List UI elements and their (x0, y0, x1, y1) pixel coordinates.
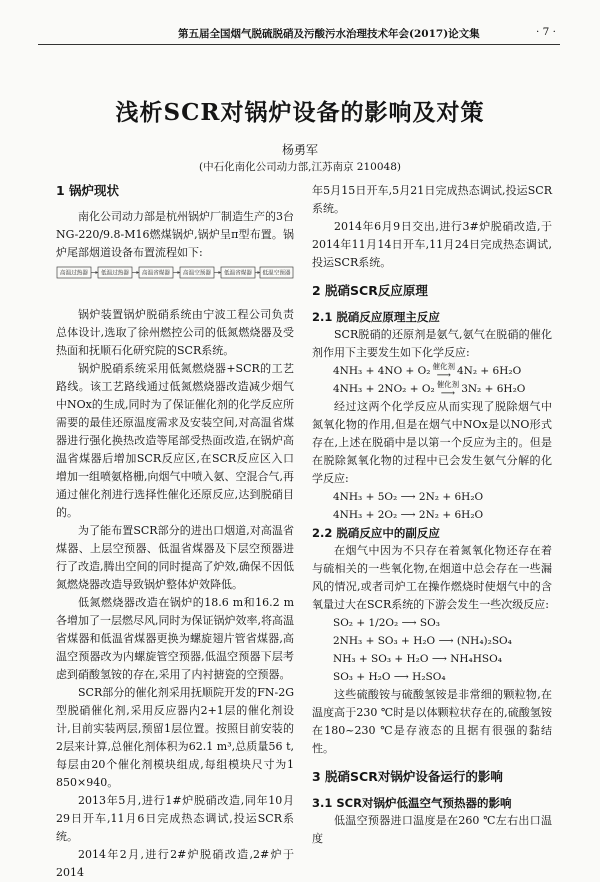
equation-2-right: 3N₂ + 6H₂O (461, 383, 526, 395)
equation-1 (312, 362, 552, 380)
equation-8: SO₃ + H₂O ⟶ H₂SO₄ (333, 671, 446, 683)
equation-1-left: 4NH₃ + 4NO + O₂ (333, 365, 431, 377)
arrow-icon: ⟶ (436, 369, 451, 381)
catalyst-label: 催化剂 (432, 361, 455, 371)
equation-5: SO₂ + 1/2O₂ ⟶ SO₃ (333, 617, 440, 629)
equation-2-left: 4NH₃ + 2NO₂ + O₂ (333, 383, 435, 395)
equation-1-right: 4N₂ + 6H₂O (456, 365, 522, 377)
section-1-para-6: SCR部分的催化剂采用抚顺院开发的FN-2G型脱硝催化剂,采用反应器内2+1层的催化剂设计,目前实装两层,预留1层位置。按照目前安装的2层来计算,总催化剂体积为62.1 m³,总质量56 t,每层由20个催化剂模块组成,每组模块尺寸为1 850×940。 (56, 686, 294, 789)
section-2-2-heading: 2.2 脱硝反应中的副反应 (312, 526, 440, 540)
flow-box-label: 低温空预器 (262, 270, 291, 277)
section-1-para-3: 锅炉脱硝系统采用低氮燃烧器+SCR的工艺路线。该工艺路线通过低氮燃烧器改造减少烟气中NOx的生成,同时为了保证催化剂的化学反应所需要的最佳还原温度需求及安装空间,对高温省煤器进行强化换热改造等尾部受热面改造,在锅炉高温省煤器后增加SCR反应区,在SCR反应区入口增加一组喷氨格栅,向烟气中喷入氨、空混合气,再通过催化剂进行选择性催化还原反应,达到脱硝目的。 (56, 362, 294, 519)
section-1-heading: 1 锅炉现状 (56, 183, 120, 198)
section-1-para-8: 2014年2月,进行2#炉脱硝改造,2#炉于2014 (56, 848, 294, 879)
flow-box-label: 高温省煤器 (142, 270, 170, 277)
reaction-arrow (437, 381, 460, 398)
equation-2 (312, 380, 552, 398)
flow-box-label: 高温空预器 (183, 270, 211, 277)
section-2-heading: 2 脱硝SCR反应原理 (312, 283, 428, 298)
section-2-2-para: 在烟气中因为不只存在着氮氧化物还存在着与硫相关的一些氧化物,在烟道中总会存在一些漏风的情况,或者司炉工在操作燃烧时使烟气中的含氧量过大在SCR系统的下游会发生一些次级反应: (312, 544, 552, 611)
right-cont-2: 2014年6月9日交出,进行3#炉脱硝改造,于2014年11月14日开车,11月24日完成热态调试,投运SCR系统。 (312, 220, 552, 269)
equation-7: NH₃ + SO₃ + H₂O ⟶ NH₄HSO₄ (333, 653, 502, 665)
equation-6: 2NH₃ + SO₃ + H₂O ⟶ (NH₄)₂SO₄ (333, 635, 512, 647)
section-2-1-heading: 2.1 脱硝反应原理主反应 (312, 310, 440, 324)
section-1-para-7: 2013年5月,进行1#炉脱硝改造,同年10月29日开车,11月6日完成热态调试,投运SCR系统。 (56, 794, 294, 843)
right-cont-1: 年5月15日开车,5月21日完成热态调试,投运SCR系统。 (312, 184, 552, 215)
paper-author: 杨勇军 (281, 143, 318, 157)
section-3-heading: 3 脱硝SCR对锅炉设备运行的影响 (312, 769, 503, 784)
left-column (56, 182, 294, 882)
flow-box-label: 低温省煤器 (224, 270, 252, 277)
paper-affiliation: (中石化南化公司动力部,江苏南京 210048) (199, 161, 401, 173)
catalyst-label: 催化剂 (436, 379, 460, 389)
running-header (38, 24, 560, 45)
section-2-1-para-2: 经过这两个化学反应从而实现了脱除烟气中氮氧化物的作用,但是在烟气中NOx是以NO形式存在,上述在脱硝中是以第一个反应为主的。但是在脱除氮氧化物的过程中已会发生氨气分解的化学反应: (312, 400, 552, 485)
section-2-1-para: SCR脱硝的还原剂是氨气,氨气在脱硝的催化剂作用下主要发生如下化学反应: (312, 328, 552, 359)
section-1-para-1: 南化公司动力部是杭州锅炉厂制造生产的3台NG-220/9.8-M16燃煤锅炉,锅炉呈π型布置。锅炉尾部烟道设备布置流程如下: (56, 210, 294, 259)
equation-3: 4NH₃ + 5O₂ ⟶ 2N₂ + 6H₂O (333, 491, 484, 503)
right-column (312, 182, 552, 848)
flow-box-label: 高温过热器 (60, 270, 88, 277)
arrow-icon: ⟶ (440, 387, 456, 399)
section-1-para-5: 低氮燃烧器改造在锅炉的18.6 m和16.2 m各增加了一层燃尽风,同时为保证锅炉效率,将高温省煤器和低温省煤器更换为螺旋翅片管省煤器,高温空预器改为内螺旋管空预器,低温空预器下层考虑到硝酸氢铵的存在,采用了内衬搪瓷的空预器。 (56, 596, 294, 681)
reaction-arrow (432, 363, 455, 380)
flow-diagram (56, 264, 294, 302)
equation-4: 4NH₃ + 2O₂ ⟶ 2N₂ + 6H₂O (333, 509, 484, 521)
paper-title: 浅析SCR对锅炉设备的影响及对策 (115, 99, 485, 126)
flow-box-label: 低温过热器 (101, 270, 129, 277)
page-number: · 7 · (535, 26, 556, 38)
section-2-2-para-2: 这些硫酸铵与硫酸氢铵是非常细的颗粒物,在温度高于230 ℃时是以体颗粒状存在的,硫酸氢铵在180~230 ℃是存液态的且据有很强的黏结性。 (312, 688, 552, 755)
conference-title: 第五届全国烟气脱硫脱硝及污酸污水治理技术年会(2017)论文集 (178, 28, 480, 40)
section-1-para-2: 锅炉装置锅炉脱硝系统由宁波工程公司负责总体设计,选取了徐州燃控公司的低氮燃烧器及受热面和抚顺石化研究院的SCR系统。 (56, 308, 294, 357)
section-3-1-heading: 3.1 SCR对锅炉低温空气预热器的影响 (312, 796, 512, 810)
section-3-1-para: 低温空预器进口温度是在260 ℃左右出口温度 (312, 814, 552, 845)
section-1-para-4: 为了能布置SCR部分的进出口烟道,对高温省煤器、上层空预器、低温省煤器及下层空预器进行了改造,腾出空间的同时提高了炉效,确保不因低氮燃烧器改造导致锅炉整体炉效降低。 (56, 524, 294, 591)
